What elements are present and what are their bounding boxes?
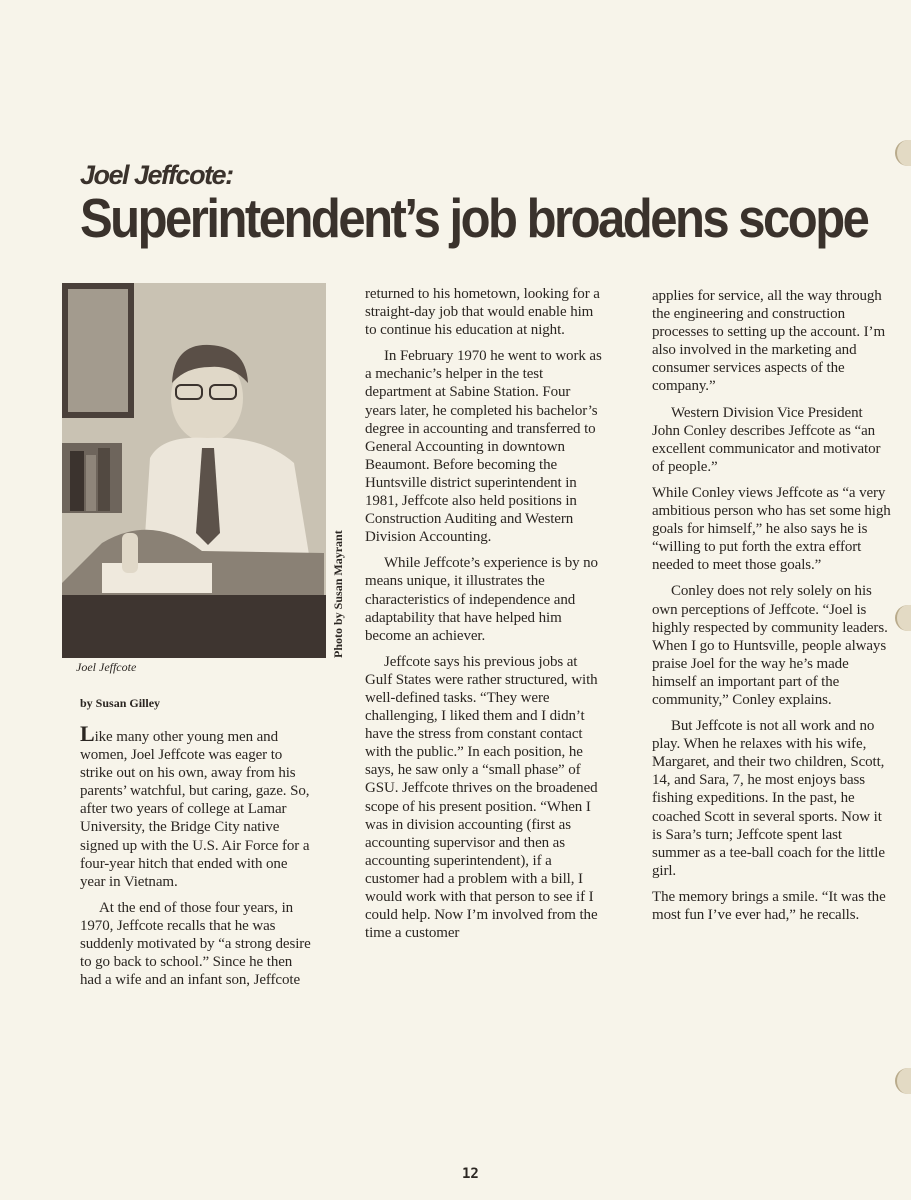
paragraph: The memory brings a smile. “It was the most fun I’ve ever had,” he recalls.: [652, 888, 886, 923]
byline: by Susan Gilley: [80, 696, 161, 710]
paragraph: While Jeffcote’s experience is by no means unique, it illustrates the characteristics of independence and adaptability that have helped him become an achiever.: [365, 555, 598, 644]
photo-credit: Photo by Susan Mayrant: [331, 530, 345, 658]
column-1: [80, 721, 316, 997]
column-3: [652, 287, 892, 932]
article-kicker: Joel Jeffcote:: [80, 160, 233, 190]
paragraph: applies for service, all the way through the engineering and construction processes to setting up the account. I’m also involved in the marketing and consumer services aspects of the company.”: [652, 288, 886, 395]
paragraph: Conley does not rely solely on his own perceptions of Jeffcote. “Joel is highly respected by community leaders. When I go to Huntsville, people always praise Joel for the way he’s made himself an important part of the community,” Conley explains.: [652, 583, 888, 708]
paragraph: Western Division Vice President John Conley describes Jeffcote as “an excellent communicator and motivator of people.”: [652, 404, 881, 475]
paragraph: At the end of those four years, in 1970, Jeffcote recalls that he was suddenly motivated by “a strong desire to go back to school.” Since he then had a wife and an infant son, Jeffcote: [80, 899, 311, 989]
portrait-photo: [62, 283, 326, 658]
article-headline: Superintendent’s job broadens scope: [80, 188, 868, 250]
drop-cap: L: [80, 721, 95, 746]
paragraph: In February 1970 he went to work as a mechanic’s helper in the test department at Sabine Station. Four years later, he completed his bachelor’s degree in accounting and transferred to General Accounting in downtown Beaumont. Before becoming the Huntsville district superintendent in 1981, Jeffcote also held positions in Construction Auditing and Western Division Accounting.: [365, 348, 602, 546]
portrait-illustration: [62, 283, 326, 658]
paragraph: [80, 721, 316, 891]
binder-hole: [895, 1068, 911, 1094]
paragraph-text: ike many other young men and women, Joel Jeffcote was eager to strike out on his own, away from his parents’ watchful, but caring, gaze. So, after two years of college at Lamar University, the Bridge City native signed up with the U.S. Air Force for a four-year hitch that ended with one year in Vietnam.: [80, 729, 310, 890]
paragraph: While Conley views Jeffcote as “a very ambitious person who has set some high goals for himself,” he also says he is “willing to put forth the extra effort needed to meet those goals.”: [652, 484, 891, 574]
binder-hole: [895, 605, 911, 631]
paragraph: returned to his hometown, looking for a straight-day job that would enable him to continue his education at night.: [365, 286, 600, 339]
column-2: [365, 285, 605, 950]
paragraph: But Jeffcote is not all work and no play. When he relaxes with his wife, Margaret, and their two children, Scott, 14, and Sara, 7, he most enjoys bass fishing expeditions. In the past, he coached Scott in several sports. Now it is Sara’s turn; Jeffcote spent last summer as a tee-ball coach for the little girl.: [652, 718, 885, 879]
page-number: 12: [462, 1166, 479, 1182]
photo-caption: Joel Jeffcote: [76, 660, 137, 674]
paragraph: Jeffcote says his previous jobs at Gulf States were rather structured, with well-defined tasks. “They were challenging, I liked them and I didn’t have the stress from constant contact with the public.” In each position, he says, he saw only a “small phase” of GSU. Jeffcote thrives on the broadened scope of his present position. “When I was in division accounting (first as accounting supervisor and then as accounting superintendent), if a customer had a problem with a bill, I would work with that person to see if I could help. Now I’m involved from the time a customer: [365, 653, 598, 942]
binder-hole: [895, 140, 911, 166]
